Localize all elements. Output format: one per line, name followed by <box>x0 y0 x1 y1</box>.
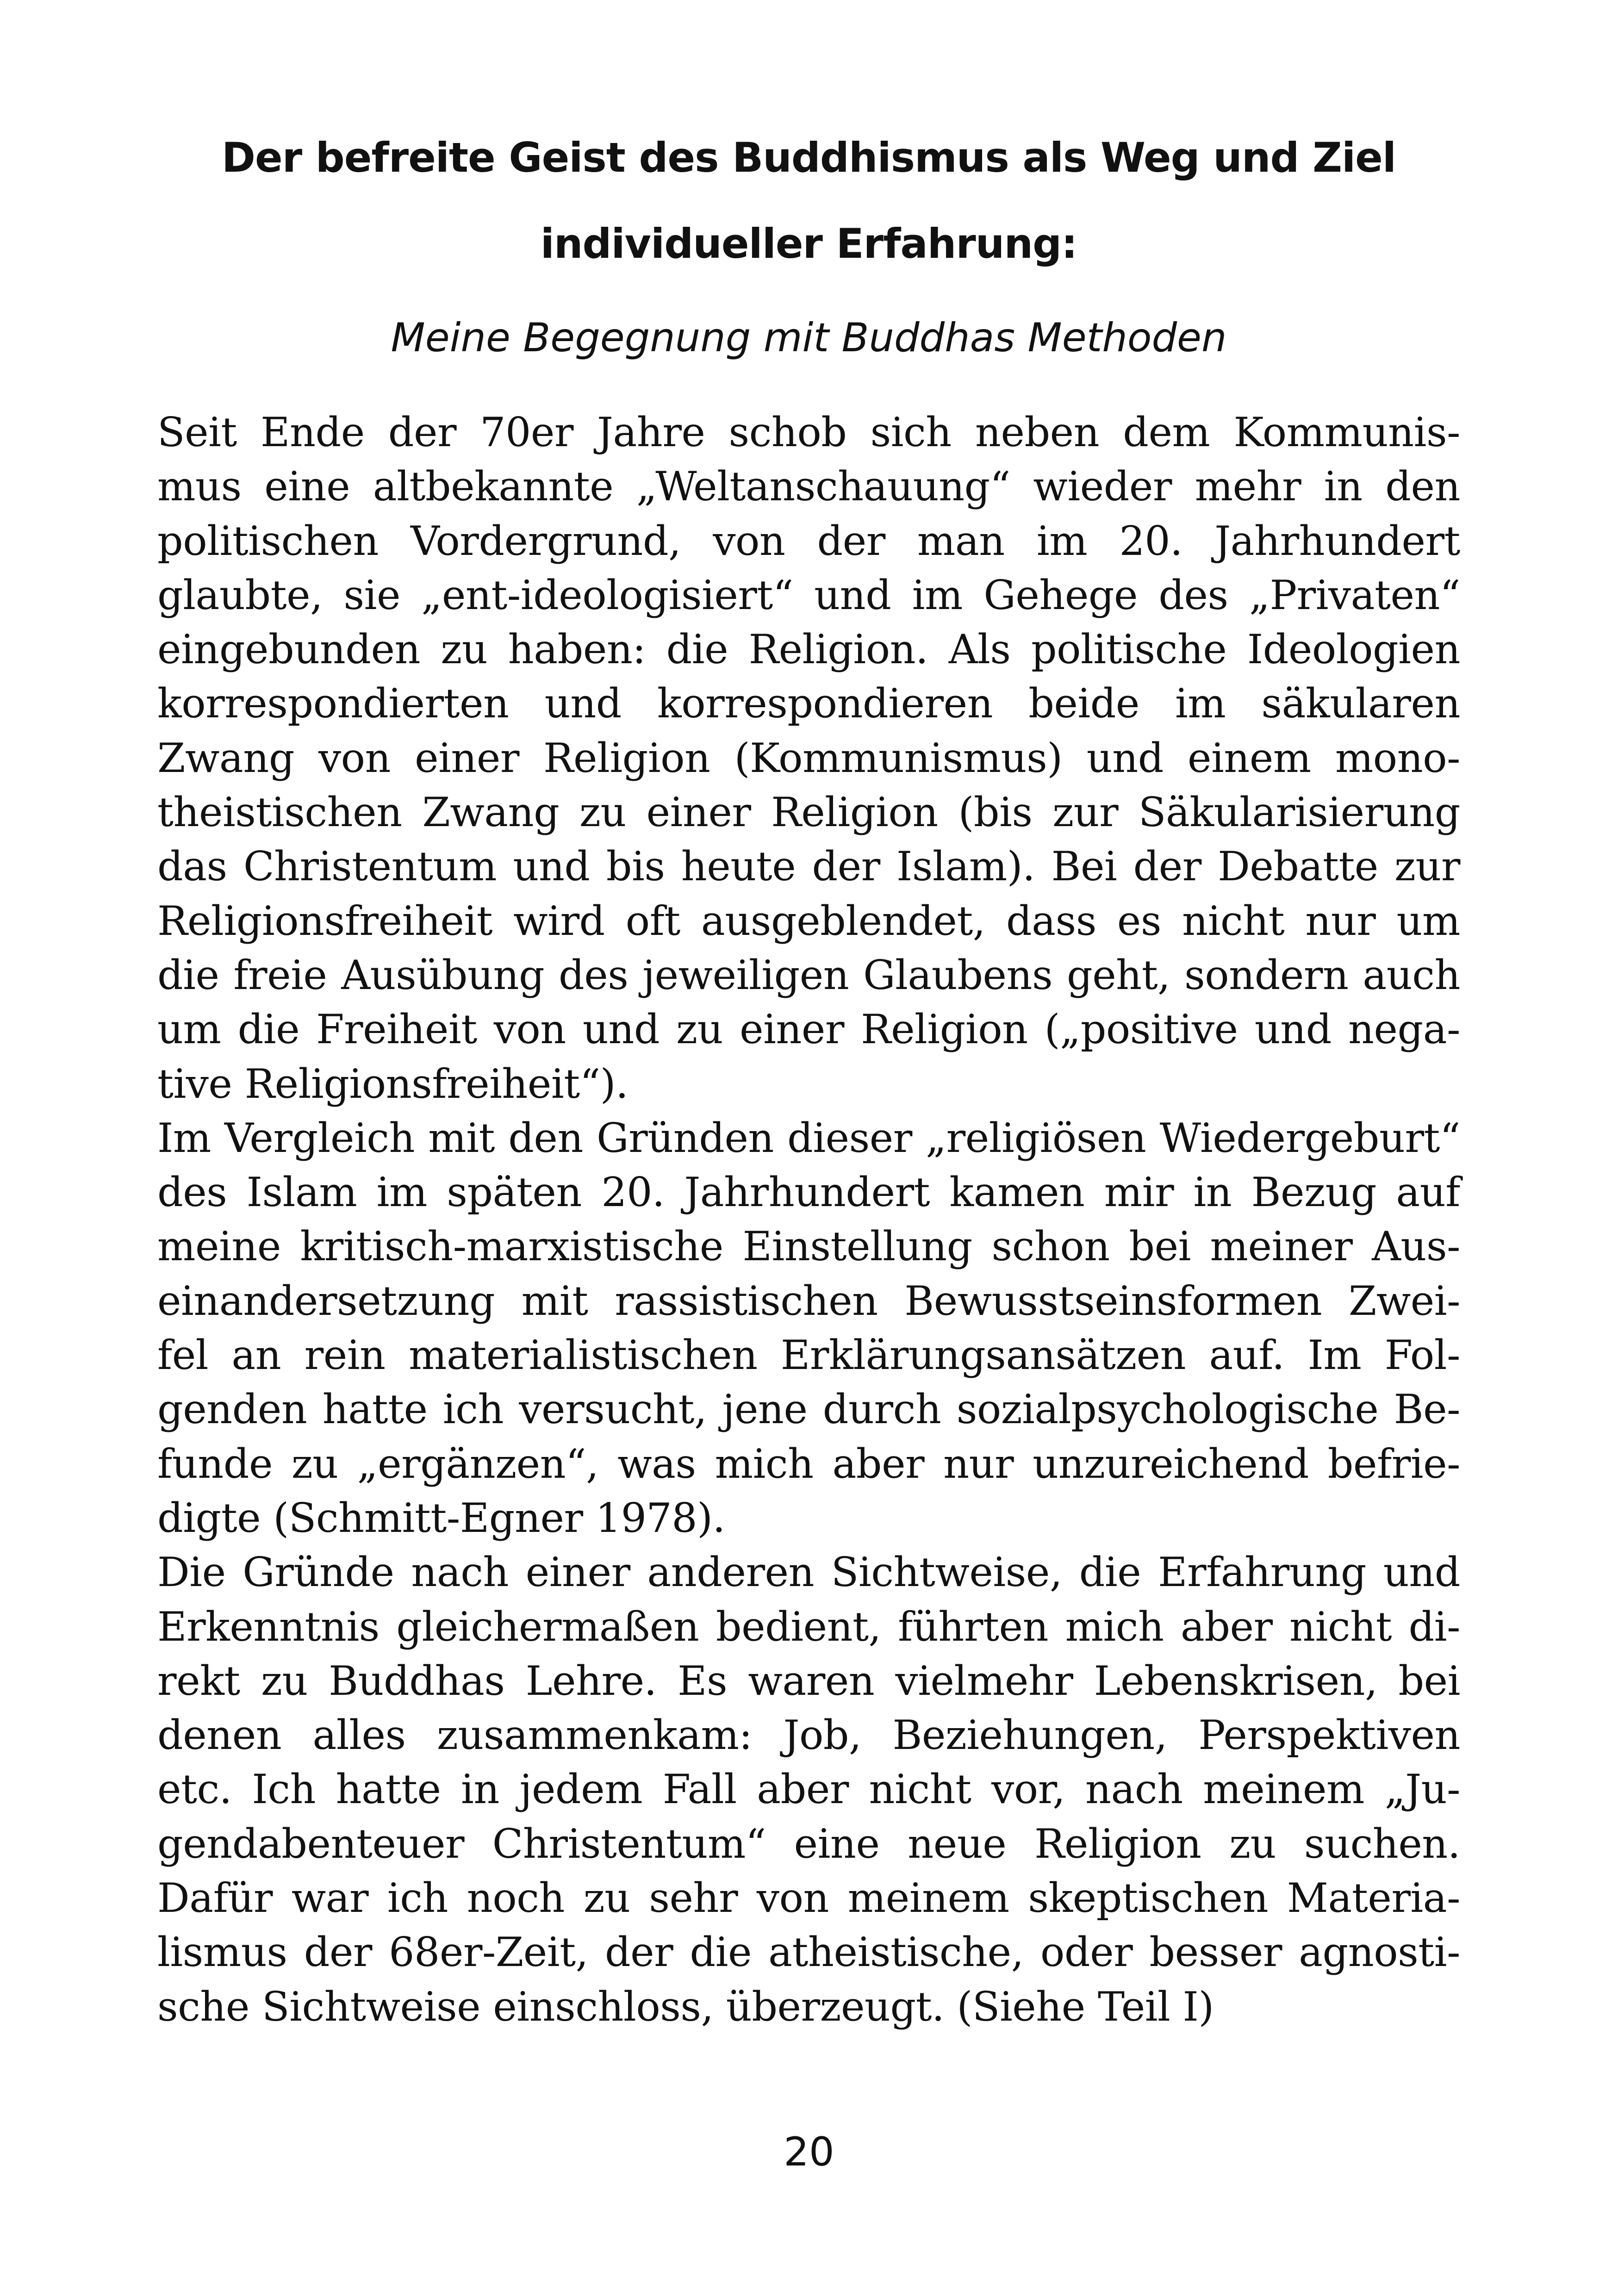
text-line: Zwang von einer Religion (Kommunismus) und einem mono- <box>157 734 1460 782</box>
paragraph <box>157 1545 1460 2034</box>
text-line: rekt zu Buddhas Lehre. Es waren vielmehr Lebenskrisen, bei <box>157 1657 1460 1705</box>
text-line: Seit Ende der 70er Jahre schob sich neben dem Kommunis- <box>157 409 1460 456</box>
text-line: sche Sichtweise einschloss, überzeugt. (Siehe Teil I) <box>157 1983 1214 2030</box>
text-line: um die Freiheit von und zu einer Religion („positive und nega- <box>157 1006 1460 1053</box>
text-line: funde zu „ergänzen“, was mich aber nur unzureichend befrie- <box>157 1440 1460 1487</box>
text-line: Im Vergleich mit den Gründen dieser „religiösen Wiedergeburt“ <box>157 1114 1460 1162</box>
text-line: tive Religionsfreiheit“). <box>157 1060 629 1108</box>
body-text <box>157 405 1460 2034</box>
text-line: die freie Ausübung des jeweiligen Glaubens geht, sondern auch <box>157 951 1460 999</box>
text-line: lismus der 68er-Zeit, der die atheistische, oder besser agnosti- <box>157 1929 1460 1976</box>
paragraph <box>157 405 1460 1111</box>
paragraph <box>157 1111 1460 1545</box>
text-line: genden hatte ich versucht, jene durch sozialpsychologische Be- <box>157 1386 1460 1433</box>
text-line: einandersetzung mit rassistischen Bewusstseinsformen Zwei- <box>157 1277 1460 1325</box>
text-line: meine kritisch-marxistische Einstellung schon bei meiner Aus- <box>157 1223 1460 1270</box>
text-line: digte (Schmitt-Egner 1978). <box>157 1494 725 1542</box>
text-line: Religionsfreiheit wird oft ausgeblendet, dass es nicht nur um <box>157 897 1460 945</box>
chapter-subtitle: Meine Begegnung mit Buddhas Methoden <box>391 315 1227 361</box>
text-line: Dafür war ich noch zu sehr von meinem skeptischen Materia- <box>157 1874 1460 1922</box>
chapter-title-line-1: Der befreite Geist des Buddhismus als Weg und Ziel <box>221 134 1396 181</box>
text-line: theistischen Zwang zu einer Religion (bis zur Säkularisierung <box>157 789 1460 836</box>
chapter-title <box>157 115 1460 287</box>
chapter-title-line-2: individueller Erfahrung: <box>540 220 1077 268</box>
page-number: 20 <box>784 2129 834 2175</box>
text-line: Die Gründe nach einer anderen Sichtweise, die Erfahrung und <box>157 1549 1460 1596</box>
text-line: eingebunden zu haben: die Religion. Als politische Ideologien <box>157 626 1460 673</box>
text-line: gendabenteuer Christentum“ eine neue Religion zu suchen. <box>157 1820 1460 1867</box>
text-line: fel an rein materialistischen Erklärungsansätzen auf. Im Fol- <box>157 1332 1460 1379</box>
text-line: denen alles zusammenkam: Job, Beziehungen, Perspektiven <box>157 1711 1460 1759</box>
text-line: das Christentum und bis heute der Islam). Bei der Debatte zur <box>157 843 1460 890</box>
text-line: mus eine altbekannte „Weltanschauung“ wieder mehr in den <box>157 463 1460 510</box>
text-line: politischen Vordergrund, von der man im 20. Jahrhundert <box>157 517 1460 565</box>
text-line: glaubte, sie „ent-ideologisiert“ und im Gehege des „Privaten“ <box>157 571 1460 619</box>
text-line: etc. Ich hatte in jedem Fall aber nicht vor, nach meinem „Ju- <box>157 1766 1460 1813</box>
text-line: korrespondierten und korrespondieren beide im säkularen <box>157 680 1460 728</box>
text-line: des Islam im späten 20. Jahrhundert kamen mir in Bezug auf <box>157 1169 1460 1216</box>
text-line: Erkenntnis gleichermaßen bedient, führten mich aber nicht di- <box>157 1603 1460 1650</box>
